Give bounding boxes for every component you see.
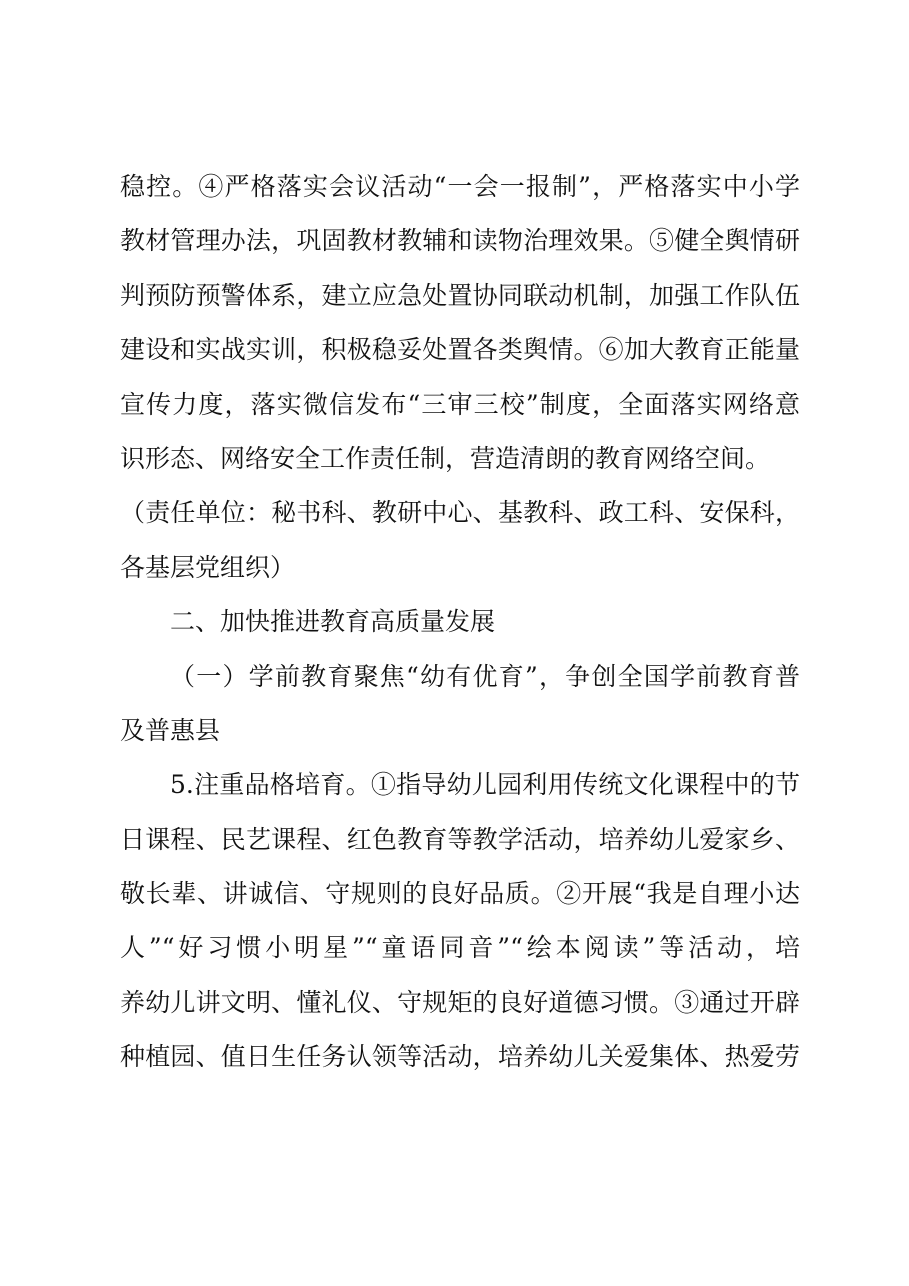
body-text <box>120 160 800 1085</box>
text-line: 教材管理办法，巩固教材教辅和读物治理效果。⑤健全舆情研 <box>120 226 800 256</box>
text-line: 判预防预警体系，建立应急处置协同联动机制，加强工作队伍 <box>120 280 800 310</box>
subsection-heading-continued: 及普惠县 <box>120 715 221 745</box>
text-line: 敬长辈、讲诚信、守规则的良好品质。②开展“我是自理小达 <box>120 879 800 909</box>
text-line: 养幼儿讲文明、懂礼仪、守规矩的良好道德习惯。③通过开辟 <box>120 987 800 1017</box>
text-line: （责任单位：秘书科、教研中心、基教科、政工科、安保科， <box>120 498 800 528</box>
text-line: 日课程、民艺课程、红色教育等教学活动，培养幼儿爱家乡、 <box>120 824 800 854</box>
text-line: 各基层党组织） <box>120 552 296 582</box>
text-line: 建设和实战实训，积极稳妥处置各类舆情。⑥加大教育正能量 <box>120 335 800 365</box>
subsection-heading: （一）学前教育聚焦“幼有优育”，争创全国学前教育普 <box>170 661 800 691</box>
text-line: 人”“好习惯小明星”“童语同音”“绘本阅读”等活动，培 <box>120 933 800 963</box>
paragraph-start: 5.注重品格培育。①指导幼儿园利用传统文化课程中的节 <box>170 770 800 800</box>
text-line: 稳控。④严格落实会议活动“一会一报制”，严格落实中小学 <box>120 172 800 201</box>
text-line: 宣传力度，落实微信发布“三审三校”制度，全面落实网络意 <box>120 389 800 419</box>
text-line: 识形态、网络安全工作责任制，营造清朗的教育网络空间。 <box>120 443 771 473</box>
text-line: 种植园、值日生任务认领等活动，培养幼儿关爱集体、热爱劳 <box>120 1042 800 1072</box>
section-heading: 二、加快推进教育高质量发展 <box>170 607 496 637</box>
